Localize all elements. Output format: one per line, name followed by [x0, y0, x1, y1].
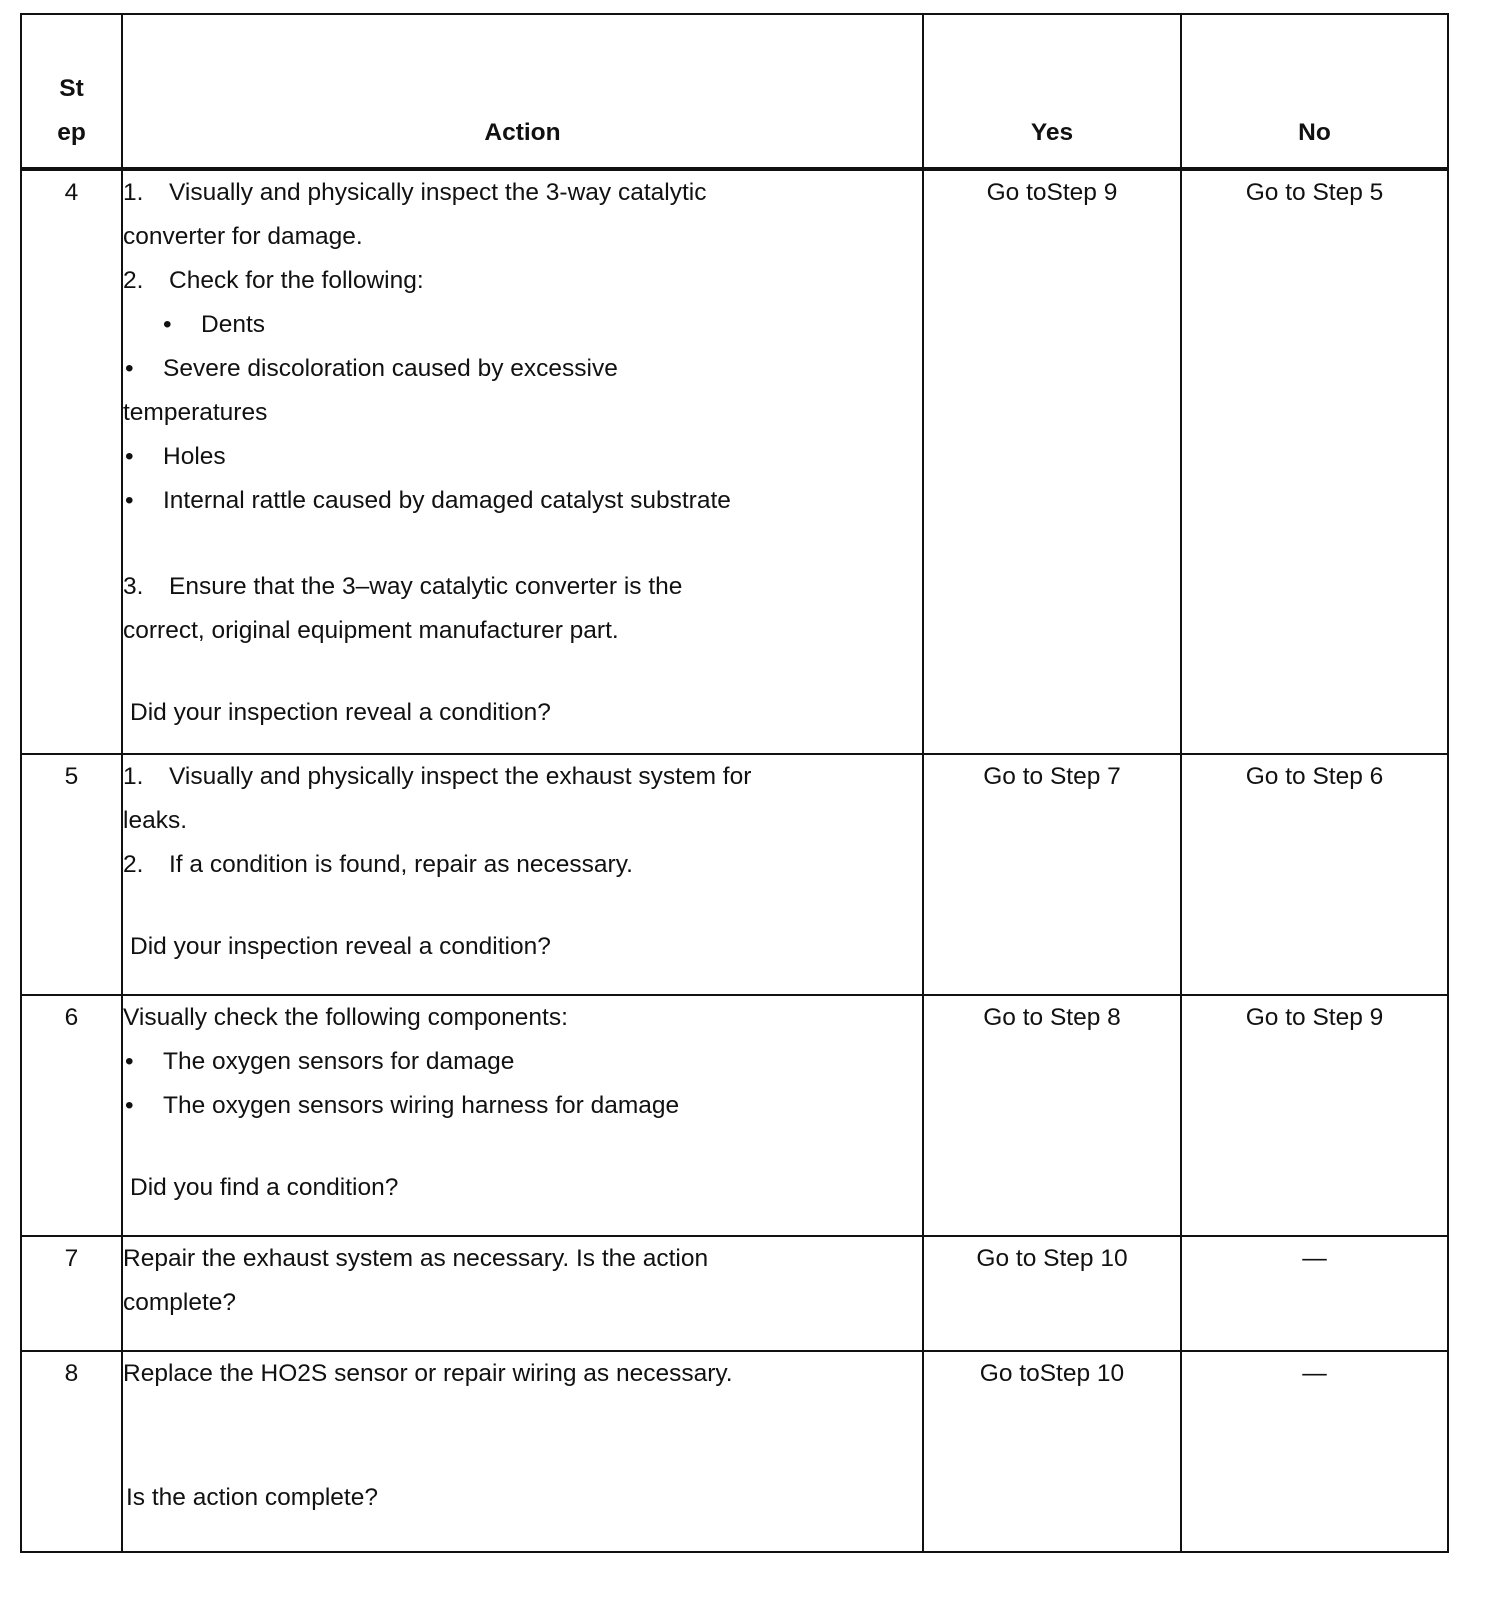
diagnostic-table [20, 13, 1449, 1553]
yes-cell: Go to Step 8 [923, 995, 1181, 1236]
action-cell: Replace the HO2S sensor or repair wiring as necessary. Is the action complete? [122, 1351, 923, 1552]
step-number: 7 [21, 1236, 122, 1351]
header-action: Action [122, 14, 923, 169]
no-cell: — [1181, 1351, 1448, 1552]
step-number: 6 [21, 995, 122, 1236]
bullet-icon: • [125, 355, 134, 382]
action-cell: 1. Visually and physically inspect the 3-way catalytic converter for damage. 2. Check for the following: • Dents • Severe discoloration caused by excessive temperatures • Holes • Internal rattle caused by damaged catalyst substrate 3. Ensure that the 3–way catalytic converter is the correct, original equipment manufacturer part. Did your inspection reveal a condition? [122, 169, 923, 754]
question-text: Did your inspection reveal a condition? [130, 933, 551, 960]
bullet-icon: • [163, 311, 172, 338]
list-item: 3. Ensure that the 3–way catalytic converter is the [123, 573, 683, 600]
list-item: 1. Visually and physically inspect the exhaust system for [123, 763, 752, 790]
table-row-step-5 [21, 754, 1448, 995]
table-row-step-4 [21, 169, 1448, 754]
question-text: Is the action complete? [126, 1484, 378, 1511]
list-item: • Internal rattle caused by damaged catalyst substrate [123, 479, 922, 523]
step-number: 5 [21, 754, 122, 995]
step-number: 8 [21, 1351, 122, 1552]
list-item: • Severe discoloration caused by excessive [123, 347, 922, 391]
yes-cell: Go toStep 10 [923, 1351, 1181, 1552]
list-item: • Dents [123, 303, 922, 347]
header-no: No [1181, 14, 1448, 169]
list-item: • Holes [123, 435, 922, 479]
header-row [21, 14, 1448, 169]
yes-cell: Go to Step 7 [923, 754, 1181, 995]
no-cell: — [1181, 1236, 1448, 1351]
bullet-icon: • [125, 1092, 134, 1119]
action-cell: Repair the exhaust system as necessary. Is the action complete? [122, 1236, 923, 1351]
list-item: 1. Visually and physically inspect the 3-way catalytic [123, 179, 707, 206]
table-row-step-7 [21, 1236, 1448, 1351]
header-yes: Yes [923, 14, 1181, 169]
header-step: St ep [21, 14, 122, 169]
list-item: 2. If a condition is found, repair as necessary. [123, 851, 633, 878]
yes-cell: Go toStep 9 [923, 169, 1181, 754]
yes-cell: Go to Step 10 [923, 1236, 1181, 1351]
bullet-icon: • [125, 1048, 134, 1075]
table-row-step-6 [21, 995, 1448, 1236]
bullet-icon: • [125, 443, 134, 470]
question-text: Did you find a condition? [130, 1174, 399, 1201]
list-item: 2. Check for the following: [123, 267, 424, 294]
step-number: 4 [21, 169, 122, 754]
table-row-step-8 [21, 1351, 1448, 1552]
list-item: • The oxygen sensors wiring harness for damage [123, 1084, 922, 1128]
no-cell: Go to Step 5 [1181, 169, 1448, 754]
list-item: • The oxygen sensors for damage [123, 1040, 922, 1084]
action-cell: Visually check the following components: • The oxygen sensors for damage • The oxygen sensors wiring harness for damage Did you find a condition? [122, 995, 923, 1236]
question-text: Did your inspection reveal a condition? [130, 699, 551, 726]
no-cell: Go to Step 9 [1181, 995, 1448, 1236]
no-cell: Go to Step 6 [1181, 754, 1448, 995]
bullet-icon: • [125, 487, 134, 514]
action-cell: 1. Visually and physically inspect the exhaust system for leaks. 2. If a condition is found, repair as necessary. Did your inspection reveal a condition? [122, 754, 923, 995]
